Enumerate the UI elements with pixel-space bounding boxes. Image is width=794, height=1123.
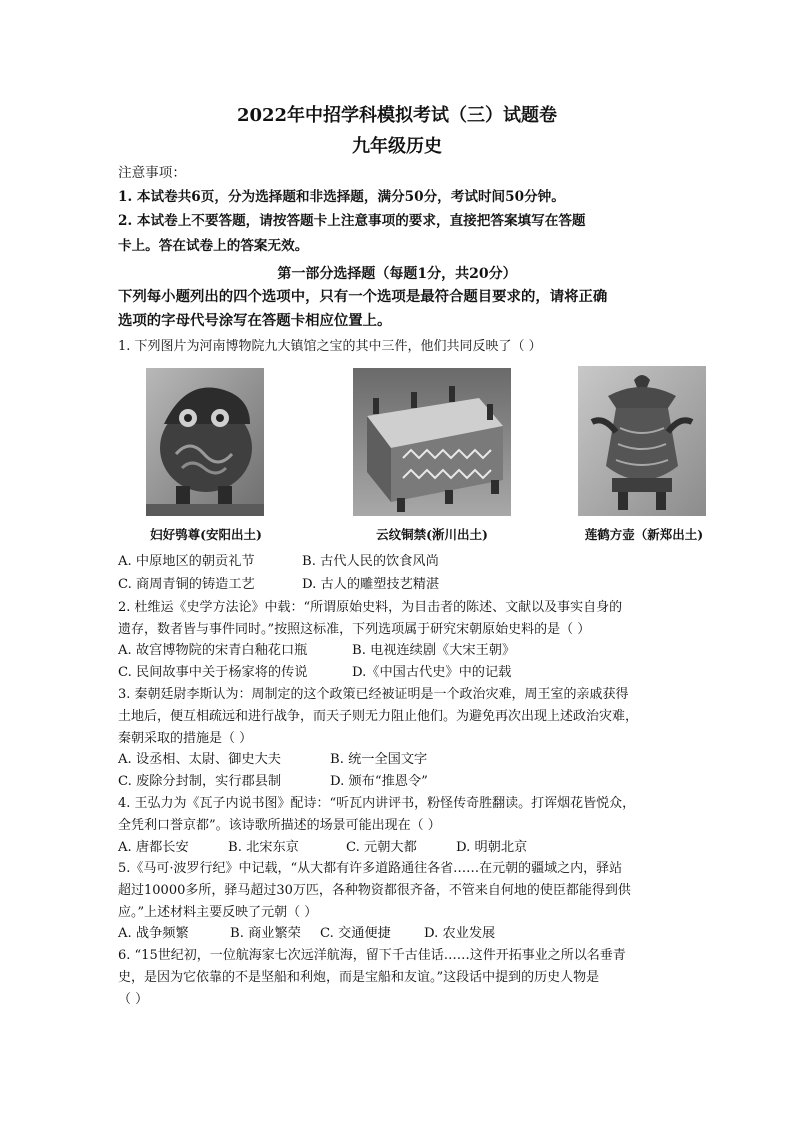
question-2-options-row-1 [118,641,515,661]
notes-item-2-line-1: 2. 本试卷上不要答题，请按答题卡上注意事项的要求，直接把答案填写在答题 [118,213,586,229]
question-3-option-b: B. 统一全国文字 [330,752,428,767]
question-3-options-row-1 [118,750,427,770]
figure-lotus-crane-pot-caption: 莲鹤方壶（新郑出土) [584,527,704,542]
question-2-option-d: D.《中国古代史》中的记载 [352,665,512,680]
question-1-option-d: D. 古人的雕塑技艺精湛 [302,577,440,592]
question-5-option-a: A. 战争频繁 [118,926,189,941]
question-3-stem-line-2: 土地后，便互相疏远和进行战争，而天子则无力阻止他们。为避免再次出现上述政治灾难， [118,709,639,724]
question-5-option-c: C. 交通便捷 [320,926,391,941]
question-4-option-c: C. 元朝大都 [346,840,417,855]
question-3-option-a: A. 设丞相、太尉、御史大夫 [118,752,281,767]
section-instruction-line-1: 下列每小题列出的四个选项中，只有一个选项是最符合题目要求的，请将正确 [118,288,608,305]
question-2-stem-line-2: 遗存，数者皆与事件同时。”按照这标准，下列选项属于研究宋朝原始史料的是（ ） [118,622,591,637]
question-3-option-c: C. 废除分封制，实行郡县制 [118,774,282,789]
figure-owl-zun-image [146,368,264,516]
question-3-options-row-2 [118,772,428,792]
notes-item-2-line-2: 卡上。答在试卷上的答案无效。 [118,238,309,254]
question-3-stem-line-3: 秦朝采取的措施是（ ） [118,731,253,746]
question-2-option-c: C. 民间故事中关于杨家将的传说 [118,665,308,680]
question-5-options-row [118,924,495,944]
question-4-options-row [118,838,527,858]
question-4-option-d: D. 明朝北京 [456,840,528,855]
figure-lotus-crane-pot-image [578,366,706,516]
question-3-option-d: D. 颁布“推恩令” [330,774,428,789]
figure-owl-zun-caption: 妇好鸮尊(安阳出土) [150,527,262,542]
question-6-stem-line-3: （ ） [118,992,149,1007]
question-1-stem: 1. 下列图片为河南博物院九大镇馆之宝的其中三件，他们共同反映了（ ） [118,339,542,354]
exam-title: 2022年中招学科模拟考试（三）试题卷 [236,105,558,126]
question-1-options-row-1 [118,552,439,572]
notes-item-1: 1. 本试卷共6页，分为选择题和非选择题，满分50分，考试时间50分钟。 [118,189,565,205]
notes-heading: 注意事项： [118,165,186,181]
question-1-options-row-2 [118,575,439,595]
question-4-stem-line-1: 4. 王弘力为《瓦子内说书图》配诗：“听瓦内讲评书，粉怪传奇胜翻读。打诨烟花皆悦众， [118,796,636,811]
question-1-option-a: A. 中原地区的朝贡礼节 [118,554,255,569]
question-1-option-b: B. 古代人民的饮食风尚 [302,554,439,569]
question-5-stem-line-3: 应。”上述材料主要反映了元朝（ ） [118,905,318,920]
question-4-option-a: A. 唐都长安 [118,840,189,855]
question-5-stem-line-2: 超过10000多所，驿马超过30万匹，各种物资都很齐备，不管来自何地的使臣都能得到供 [118,883,631,898]
question-1-option-c: C. 商周青铜的铸造工艺 [118,577,255,592]
question-2-option-a: A. 故宫博物院的宋青白釉花口瓶 [118,643,308,658]
section-instruction-line-2: 选项的字母代号涂写在答题卡相应位置上。 [118,312,392,329]
question-2-options-row-2 [118,663,511,683]
figure-bronze-altar-image [353,368,511,516]
figure-bronze-altar-caption: 云纹铜禁(淅川出土) [376,527,488,542]
question-5-stem-line-1: 5.《马可·波罗行纪》中记载，“从大都有许多道路通往各省……在元朝的疆域之内，驿站 [118,861,623,876]
section-heading: 第一部分选择题（每题1分，共20分） [277,266,517,282]
question-5-option-b: B. 商业繁荣 [230,926,301,941]
question-5-option-d: D. 农业发展 [424,926,496,941]
question-6-stem-line-2: 史，是因为它依靠的不是坚船和利炮，而是宝船和友谊。”这段话中提到的历史人物是 [118,970,600,985]
question-4-stem-line-2: 全凭利口誉京都”。该诗歌所描述的场景可能出现在（ ） [118,818,441,833]
question-2-stem-line-1: 2. 杜维运《史学方法论》中载：“所谓原始史料，为目击者的陈述、文献以及事实自身的 [118,600,623,615]
question-2-option-b: B. 电视连续剧《大宋王朝》 [352,643,516,658]
exam-subject: 九年级历史 [352,136,442,157]
question-3-stem-line-1: 3. 秦朝廷尉李斯认为：周制定的这个政策已经被证明是一个政治灾难，周王室的亲戚获得 [118,687,629,702]
question-6-stem-line-1: 6. “15世纪初，一位航海家七次远洋航海，留下千古佳话……这件开拓事业之所以名垂青 [118,948,626,963]
question-4-option-b: B. 北宋东京 [228,840,299,855]
